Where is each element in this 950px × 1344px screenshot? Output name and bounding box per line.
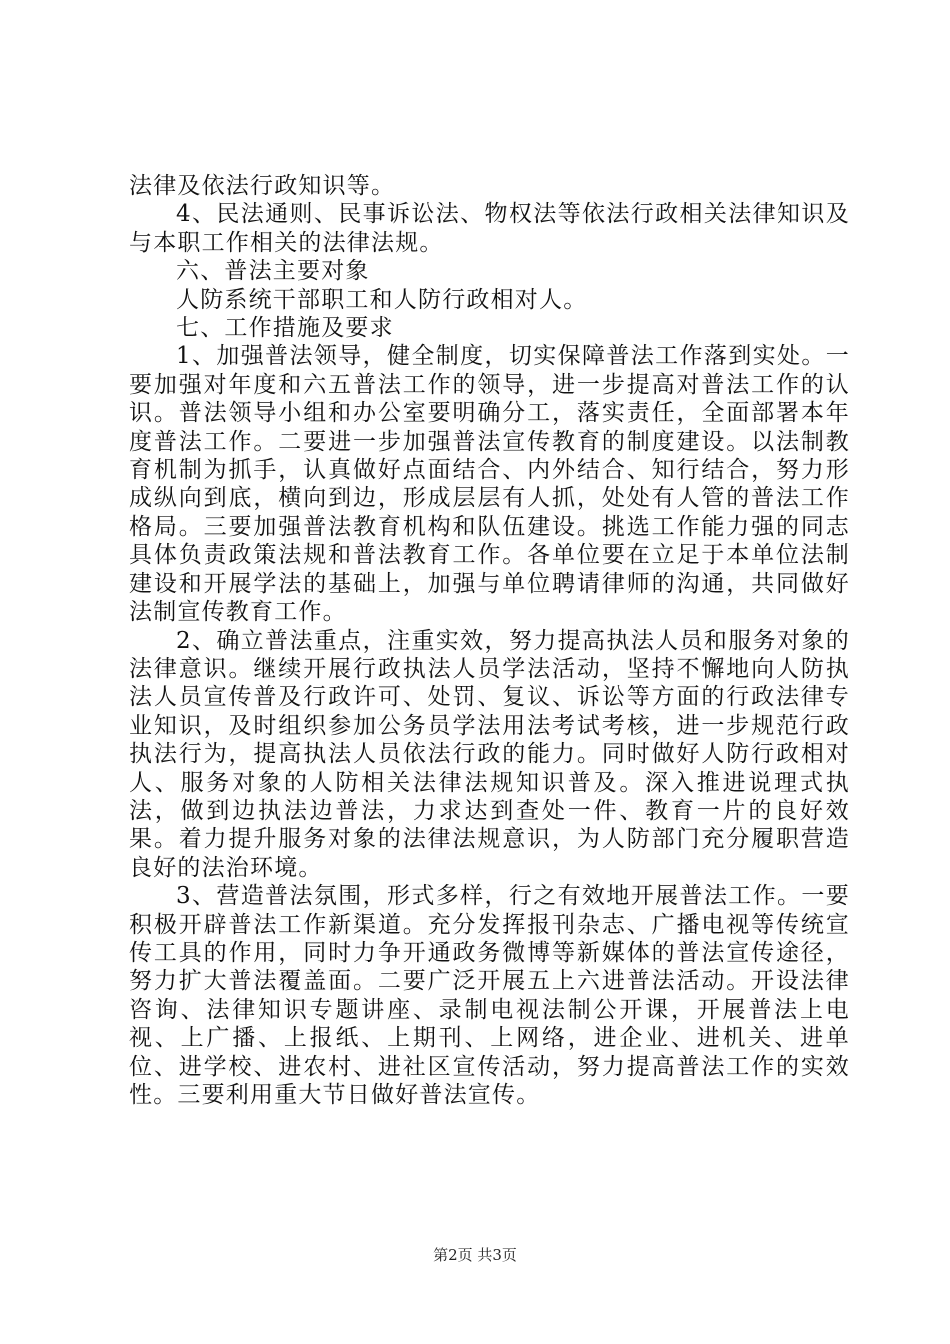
paragraph-continuation: 法律及依法行政知识等。	[129, 173, 396, 199]
document-body	[129, 172, 850, 1109]
paragraph-targets: 人防系统干部职工和人防行政相对人。	[176, 286, 588, 313]
section-heading-7: 七、工作措施及要求	[176, 315, 394, 342]
paragraph-measure-1: 1、加强普法领导，健全制度，切实保障普法工作落到实处。一要加强对年度和六五普法工作的领导，进一步提高对普法工作的认识。普法领导小组和办公室要明确分工，落实责任，全面部署本年度普法工作。二要进一步加强普法宣传教育的制度建设。以法制教育机制为抓手，认真做好点面结合、内外结合、知行结合，努力形成纵向到底，横向到边，形成层层有人抓，处处有人管的普法工作格局。三要加强普法教育机构和队伍建设。挑选工作能力强的同志具体负责政策法规和普法教育工作。各单位要在立足于本单位法制建设和开展学法的基础上，加强与单位聘请律师的沟通，共同做好法制宣传教育工作。	[129, 343, 850, 626]
paragraph-measure-3: 3、营造普法氛围，形式多样，行之有效地开展普法工作。一要积极开辟普法工作新渠道。充分发挥报刊杂志、广播电视等传统宣传工具的作用，同时力争开通政务微博等新媒体的普法宣传途径，努力扩大普法覆盖面。二要广泛开展五上六进普法活动。开设法律咨询、法律知识专题讲座、录制电视法制公开课，开展普法上电视、上广播、上报纸、上期刊、上网络，进企业、进机关、进单位、进学校、进农村、进社区宣传活动，努力提高普法工作的实效性。三要利用重大节日做好普法宣传。	[129, 883, 850, 1108]
paragraph-item-4: 4、民法通则、民事诉讼法、物权法等依法行政相关法律知识及与本职工作相关的法律法规。	[129, 201, 850, 256]
page-number-footer: 第2页 共3页	[433, 1246, 517, 1264]
section-heading-6: 六、普法主要对象	[176, 258, 370, 285]
paragraph-measure-2: 2、确立普法重点，注重实效，努力提高执法人员和服务对象的法律意识。继续开展行政执法人员学法活动，坚持不懈地向人防执法人员宣传普及行政许可、处罚、复议、诉讼等方面的行政法律专业知识，及时组织参加公务员学法用法考试考核，进一步规范行政执法行为，提高执法人员依法行政的能力。同时做好人防行政相对人、服务对象的人防相关法律法规知识普及。深入推进说理式执法，做到边执法边普法，力求达到查处一件、教育一片的良好效果。着力提升服务对象的法律法规意识，为人防部门充分履职营造良好的法治环境。	[129, 627, 850, 881]
